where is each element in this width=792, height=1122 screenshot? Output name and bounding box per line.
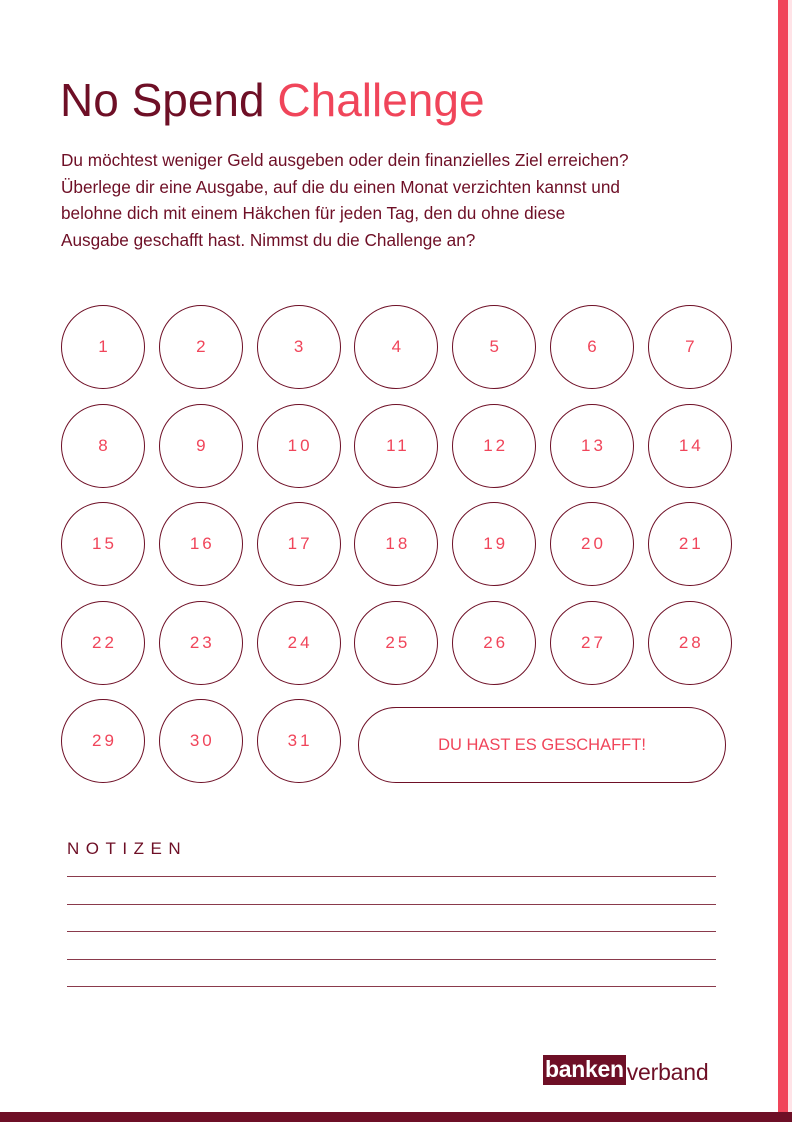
- day-circle-29[interactable]: 29: [61, 699, 145, 783]
- day-circle-20[interactable]: 20: [550, 502, 634, 586]
- bankenverband-logo: [543, 1055, 708, 1085]
- day-circle-15[interactable]: 15: [61, 502, 145, 586]
- intro-text: [61, 147, 741, 253]
- day-circle-31[interactable]: 31: [257, 699, 341, 783]
- intro-line: Ausgabe geschafft hast. Nimmst du die Challenge an?: [61, 229, 476, 250]
- notes-heading: NOTIZEN: [67, 839, 188, 858]
- day-circle-13[interactable]: 13: [550, 404, 634, 488]
- day-circle-11[interactable]: 11: [354, 404, 438, 488]
- day-circle-6[interactable]: 6: [550, 305, 634, 389]
- day-circle-1[interactable]: 1: [61, 305, 145, 389]
- day-circle-4[interactable]: 4: [354, 305, 438, 389]
- day-circle-5[interactable]: 5: [452, 305, 536, 389]
- day-circle-9[interactable]: 9: [159, 404, 243, 488]
- day-circle-22[interactable]: 22: [61, 601, 145, 685]
- day-circle-10[interactable]: 10: [257, 404, 341, 488]
- challenge-complete-box[interactable]: DU HAST ES GESCHAFFT!: [358, 707, 726, 783]
- intro-line: Du möchtest weniger Geld ausgeben oder dein finanzielles Ziel erreichen?: [61, 150, 629, 170]
- day-circle-27[interactable]: 27: [550, 601, 634, 685]
- page-title: [60, 72, 485, 128]
- note-line[interactable]: [67, 876, 716, 877]
- day-circle-28[interactable]: 28: [648, 601, 732, 685]
- day-circle-16[interactable]: 16: [159, 502, 243, 586]
- intro-line: belohne dich mit einem Häkchen für jeden Tag, den du ohne diese: [61, 203, 566, 223]
- day-circle-3[interactable]: 3: [257, 305, 341, 389]
- title-part-2: Challenge: [277, 74, 485, 126]
- intro-line: Überlege dir eine Ausgabe, auf die du einen Monat verzichten kannst und: [61, 176, 620, 197]
- title-part-1: No Spend: [60, 74, 265, 126]
- day-circle-19[interactable]: 19: [452, 502, 536, 586]
- day-circle-14[interactable]: 14: [648, 404, 732, 488]
- note-line[interactable]: [67, 931, 716, 932]
- day-circle-30[interactable]: 30: [159, 699, 243, 783]
- day-circle-21[interactable]: 21: [648, 502, 732, 586]
- day-circle-2[interactable]: 2: [159, 305, 243, 389]
- day-circle-17[interactable]: 17: [257, 502, 341, 586]
- side-accent-stripe-edge: [788, 0, 792, 1122]
- day-circle-23[interactable]: 23: [159, 601, 243, 685]
- logo-part-2: verband: [626, 1059, 709, 1085]
- day-circle-8[interactable]: 8: [61, 404, 145, 488]
- note-line[interactable]: [67, 959, 716, 960]
- day-circle-26[interactable]: 26: [452, 601, 536, 685]
- day-circle-25[interactable]: 25: [354, 601, 438, 685]
- day-circle-24[interactable]: 24: [257, 601, 341, 685]
- note-line[interactable]: [67, 904, 716, 905]
- day-circle-18[interactable]: 18: [354, 502, 438, 586]
- logo-part-1: banken: [543, 1055, 626, 1085]
- note-line[interactable]: [67, 986, 716, 987]
- day-circle-7[interactable]: 7: [648, 305, 732, 389]
- bottom-accent-bar: [0, 1112, 792, 1122]
- day-circle-12[interactable]: 12: [452, 404, 536, 488]
